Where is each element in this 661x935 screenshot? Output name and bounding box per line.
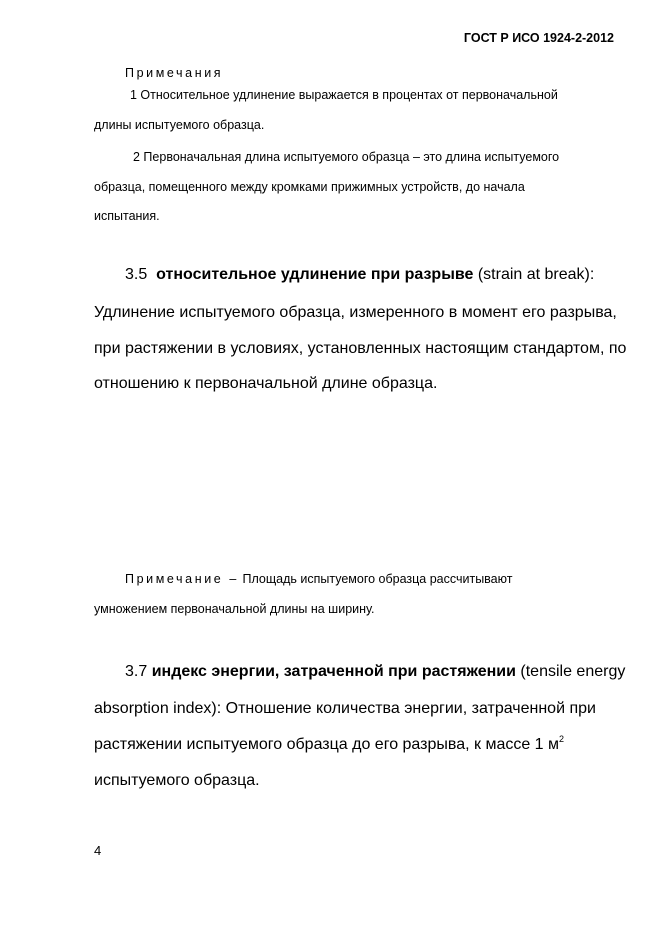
note-line-1 bbox=[125, 572, 512, 586]
term: индекс энергии, затраченной при растяжении bbox=[151, 663, 516, 680]
document-header: ГОСТ Р ИСО 1924-2-2012 bbox=[463, 31, 614, 45]
note-2-line-3: испытания. bbox=[94, 209, 160, 223]
section-3-5-line-3: при растяжении в условиях, установленных настоящим стандартом, по bbox=[94, 340, 627, 357]
section-3-5-heading bbox=[125, 266, 594, 284]
section-3-7-heading bbox=[125, 663, 625, 681]
note-2-line-2: образца, помещенного между кромками прижимных устройств, до начала bbox=[94, 180, 525, 194]
section-3-7-line-2: absorption index): Отношение количества энергии, затраченной при bbox=[94, 700, 596, 717]
note-title: Примечание – bbox=[125, 572, 239, 586]
section-3-7-line-4: испытуемого образца. bbox=[94, 772, 260, 789]
section-number: 3.7 bbox=[125, 663, 148, 680]
term: относительное удлинение при разрыве bbox=[156, 266, 474, 283]
section-number: 3.5 bbox=[125, 266, 148, 283]
page-number: 4 bbox=[94, 843, 102, 858]
note-1-line-2: длины испытуемого образца. bbox=[94, 118, 265, 132]
notes-title: Примечания bbox=[125, 66, 224, 80]
section-3-5-line-2: Удлинение испытуемого образца, измеренного в момент его разрыва, bbox=[94, 304, 617, 321]
superscript: 2 bbox=[559, 734, 565, 744]
section-3-5-line-4: отношению к первоначальной длине образца. bbox=[94, 375, 438, 392]
note-1-line-1: 1 Относительное удлинение выражается в процентах от первоначальной bbox=[130, 88, 558, 102]
section-3-7-line-3 bbox=[94, 736, 564, 754]
english-term: (tensile energy bbox=[520, 663, 626, 680]
english-term: (strain at break): bbox=[477, 266, 595, 283]
note-2-line-1: 2 Первоначальная длина испытуемого образца – это длина испытуемого bbox=[133, 150, 560, 164]
note-text: Площадь испытуемого образца рассчитывают bbox=[242, 572, 513, 586]
note-line-2: умножением первоначальной длины на ширину. bbox=[94, 602, 375, 616]
line-text: растяжении испытуемого образца до его разрыва, к массе 1 м bbox=[94, 736, 560, 753]
